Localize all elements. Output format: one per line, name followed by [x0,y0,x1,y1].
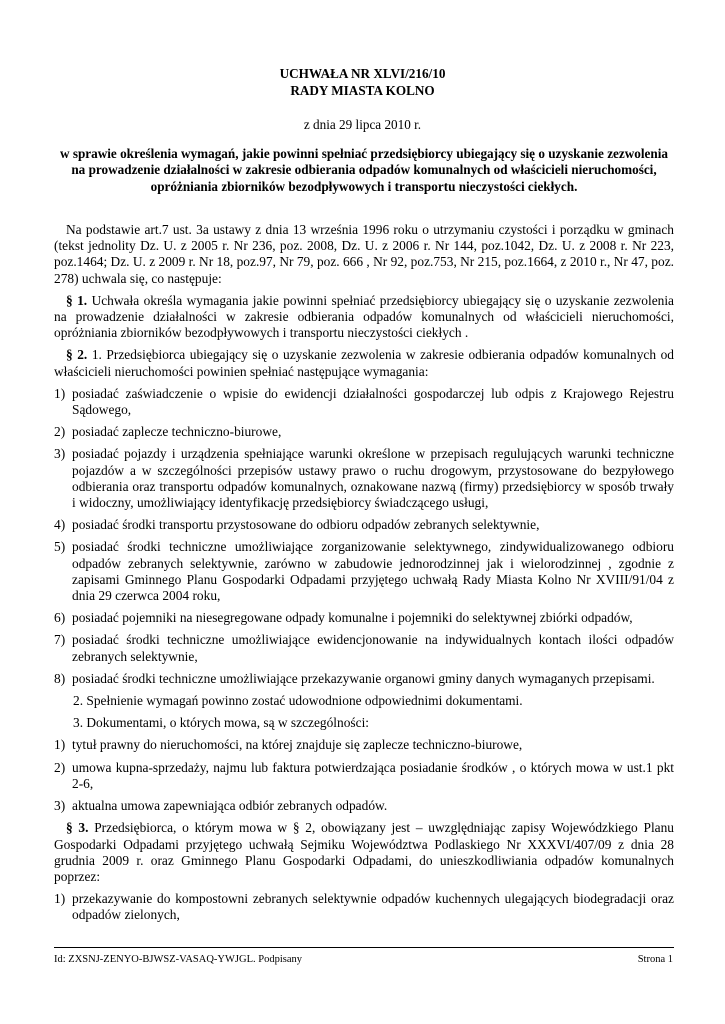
list-item-number: 4) [54,517,66,533]
list-item [54,891,674,923]
list-item-number: 7) [54,632,66,648]
list-item-number: 1) [54,737,66,753]
list-item-text: przekazywanie do kompostowni zebranych selektywnie odpadów kuchennych ulegających biodegradacji oraz odpadów zielonych, [72,891,674,923]
section-3-text: Przedsiębiorca, o którym mowa w § 2, obowiązany jest – uwzględniając zapisy Wojewódzkiego Planu Gospodarki Odpadami przyjętego uchwałą Sejmiku Województwa Podlaskiego Nr XXXVI/407/09 z dnia 28 grudnia 2009 r. oraz Gminnego Planu Gospodarki Odpadami, do unieszkodliwiania odpadów komunalnych poprzez: [54,820,674,884]
section-2-text: 1. Przedsiębiorca ubiegający się o uzyskanie zezwolenia w zakresie odbierania odpadów komunalnych od właścicieli nieruchomości powinien spełniać następujące wymagania: [54,347,675,379]
section-3-label: § 3. [66,820,89,836]
section-1 [54,293,674,342]
section-2 [54,347,674,379]
page-number: Strona 1 [637,954,673,965]
resolution-number: UCHWAŁA NR XLVI/216/10 [279,66,446,81]
list-item [54,737,674,753]
list-item [54,424,674,440]
list-item-text: umowa kupna-sprzedaży, najmu lub faktura potwierdzająca posiadanie środków , o których mowa w ust.1 pkt 2-6, [72,759,674,791]
list-item-number: 2) [54,424,66,440]
list-item-number: 1) [54,891,66,907]
footer-divider [54,947,674,948]
list-item-number: 6) [54,610,66,626]
section-2-paragraph-3: 3. Dokumentami, o których mowa, są w szczególności: [73,715,370,731]
section-1-text: Uchwała określa wymagania jakie powinni spełniać przedsiębiorcy ubiegający się o uzyskanie zezwolenia na prowadzenie działalności w zakresie odbierania odpadów komunalnych od właścicieli nieruchomości, opróżniania zbiorników bezodpływowych i transportu nieczystości ciekłych . [54,292,674,341]
document-body [54,222,674,930]
list-item-number: 8) [54,670,66,686]
list-item-text: posiadać środki techniczne umożliwiające ewidencjonowanie na indywidualnych kontach ilości odpadów zebranych selektywnie, [72,632,674,664]
list-item-text: posiadać zaświadczenie o wpisie do ewidencji działalności gospodarczej lub odpis z Krajowego Rejestru Sądowego, [72,385,674,418]
list-item-number: 1) [54,385,66,401]
list-item-text: tytuł prawny do nieruchomości, na której znajduje się zaplecze techniczno-biurowe, [72,737,523,753]
council-name: RADY MIASTA KOLNO [290,83,435,98]
resolution-subject: w sprawie określenia wymagań, jakie powinni spełniać przedsiębiorcy ubiegający się o uzyskanie zezwolenia na prowadzenie działalności w zakresie odbierania odpadów komunalnych od właścicieli nieruchomości, opróżniania zbiorników bezodpływowych i transportu nieczystości ciekłych. [60,146,668,194]
list-item [54,610,674,626]
list-item-text: aktualna umowa zapewniająca odbiór zebranych odpadów. [72,798,388,814]
list-item [54,446,674,511]
section-2-requirements-list [54,386,674,687]
list-item [54,671,674,687]
intro-paragraph: Na podstawie art.7 ust. 3a ustawy z dnia 13 września 1996 roku o utrzymaniu czystości i porządku w gminach (tekst jednolity Dz. U. z 2005 r. Nr 236, poz. 2008, Dz. U. z 2006 r. Nr 144, poz.1042, Dz. U. z 2008 r. Nr 223, poz.1464; Dz. U. z 2009 r. Nr 18, poz.97, Nr 79, poz. 666 , Nr 92, poz.753, Nr 215, poz.1664, z 2010 r., Nr 47, poz. 278) uchwala się, co następuje: [54,222,674,286]
list-item-text: posiadać pojemniki na niesegregowane odpady komunalne i pojemniki do selektywnej zbiórki odpadów, [72,610,633,626]
list-item [54,386,674,418]
section-2-paragraph-2: 2. Spełnienie wymagań powinno zostać udowodnione odpowiednimi dokumentami. [73,693,523,709]
section-2-label: § 2. [66,347,88,363]
list-item [54,517,674,533]
list-item-number: 2) [54,759,66,775]
list-item-number: 3) [54,446,66,462]
list-item-text: posiadać środki transportu przystosowane do odbioru odpadów zebranych selektywnie, [72,517,540,533]
document-id: Id: ZXSNJ-ZENYO-BJWSZ-VASAQ-YWJGL. Podpisany [54,954,303,965]
list-item [54,539,674,604]
list-item-number: 5) [54,539,66,555]
list-item [54,798,674,814]
list-item-number: 3) [54,798,66,814]
section-3 [54,820,674,885]
list-item-text: posiadać pojazdy i urządzenia spełniające warunki określone w przepisach regulujących warunki techniczne pojazdów a w szczególności przepisów ustawy prawo o ruchu drogowym, przystosowane do bezpyłowego odbierania oraz transportu odpadów komunalnych, oznakowane nazwą (firmy) przedsiębiorcy w sposób trwały i widoczny, umożliwiający identyfikację przedsiębiorcy świadczącego usługi, [72,446,674,511]
section-2-documents-list [54,737,674,814]
list-item-text: posiadać środki techniczne umożliwiające przekazywanie organowi gminy danych wymaganych przepisami. [72,670,655,686]
resolution-date: z dnia 29 lipca 2010 r. [303,117,422,132]
list-item-text: posiadać środki techniczne umożliwiające zorganizowanie selektywnego, zindywidualizowanego odbioru odpadów zebranych selektywnie, zarówno w zabudowie jednorodzinnej jak i wielorodzinnej , zgodnie z zapisami Gminnego Planu Gospodarki Odpadami przyjętego uchwałą Rady Miasta Kolno Nr XVIII/91/04 z dnia 29 czerwca 2004 roku, [72,539,674,604]
list-item [54,632,674,664]
list-item [54,760,674,792]
list-item-text: posiadać zaplecze techniczno-biurowe, [72,424,282,440]
section-1-label: § 1. [66,292,88,308]
section-3-list [54,891,674,923]
